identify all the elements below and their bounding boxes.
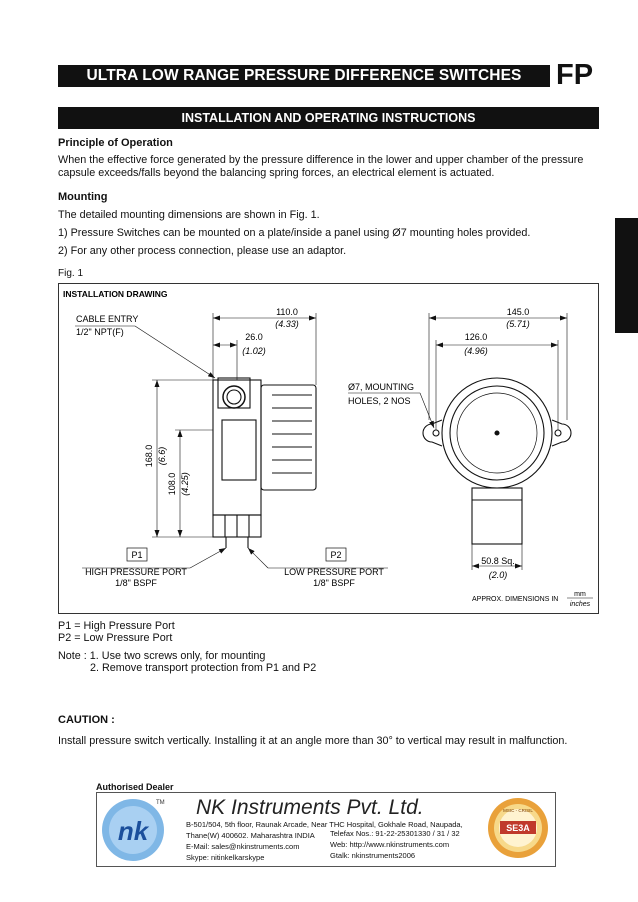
dealer-label: Authorised Dealer bbox=[96, 782, 174, 792]
dealer-skype: Skype: nitinkelkarskype bbox=[186, 853, 265, 862]
cable-entry-label: CABLE ENTRY bbox=[76, 314, 139, 324]
seal-top-text: MSIC - CRISIL bbox=[503, 808, 533, 813]
dim-108: 108.0 bbox=[167, 472, 177, 496]
low-port-size: 1/8" BSPF bbox=[313, 578, 355, 588]
dim-168: 168.0 bbox=[144, 444, 154, 468]
seal-text: SE3A bbox=[506, 823, 530, 833]
approx-dimensions: APPROX. DIMENSIONS IN bbox=[472, 596, 559, 603]
dim-26: 26.0 bbox=[245, 332, 263, 342]
front-view bbox=[423, 378, 571, 544]
dim-50: 50.8 Sq. bbox=[481, 556, 515, 566]
caution-text: Install pressure switch vertically. Installing it at an angle more than 30° to vertical may result in malfunction. bbox=[58, 735, 568, 747]
dealer-web: Web: http://www.nkinstruments.com bbox=[330, 840, 450, 849]
document-title: ULTRA LOW RANGE PRESSURE DIFFERENCE SWITCHES bbox=[58, 65, 550, 87]
unit-inches: inches bbox=[569, 601, 591, 608]
mounting-heading: Mounting bbox=[58, 191, 108, 203]
p1-label: P1 bbox=[131, 550, 143, 560]
dim-145: 145.0 bbox=[506, 307, 530, 317]
dealer-gtalk: Gtalk: nkinstruments2006 bbox=[330, 851, 416, 860]
figure-label: Fig. 1 bbox=[58, 268, 84, 279]
principle-line-2: capsule exceeds/falls beyond the balancing spring forces, an electrical element is actuated. bbox=[58, 167, 495, 179]
side-dimension-lines bbox=[75, 313, 316, 568]
low-port-label: LOW PRESSURE PORT bbox=[284, 567, 384, 577]
logo-text: nk bbox=[117, 816, 149, 846]
section-title: INSTALLATION AND OPERATING INSTRUCTIONS bbox=[58, 107, 599, 129]
dealer-address-2: Thane(W) 400602. Maharashtra INDIA bbox=[186, 831, 315, 840]
cable-entry-size: 1/2" NPT(F) bbox=[76, 327, 124, 337]
nk-logo bbox=[102, 799, 165, 861]
company-name: NK Instruments Pvt. Ltd. bbox=[196, 796, 424, 819]
se3a-seal bbox=[488, 798, 548, 858]
mounting-holes-label-1: Ø7, MOUNTING bbox=[348, 382, 415, 392]
dealer-email: E-Mail: sales@nkinstruments.com bbox=[186, 842, 300, 851]
caution-heading: CAUTION : bbox=[58, 714, 115, 726]
note-line-2: 2. Remove transport protection from P1 and P2 bbox=[90, 662, 317, 674]
dim-50-in: (2.0) bbox=[488, 570, 508, 580]
figure-title: INSTALLATION DRAWING bbox=[63, 289, 168, 299]
dim-108-in: (4.25) bbox=[180, 472, 190, 496]
dim-126: 126.0 bbox=[464, 332, 488, 342]
note-line-1: Note : 1. Use two screws only, for mounting bbox=[58, 650, 266, 662]
mounting-line-1: The detailed mounting dimensions are shown in Fig. 1. bbox=[58, 209, 320, 221]
product-code: FP bbox=[556, 59, 594, 91]
mounting-holes-label-2: HOLES, 2 NOS bbox=[348, 396, 411, 406]
legend-p2: P2 = Low Pressure Port bbox=[58, 632, 173, 644]
legend-p1: P1 = High Pressure Port bbox=[58, 620, 175, 632]
dealer-phone: Telefax Nos.: 91-22-25301330 / 31 / 32 bbox=[330, 829, 460, 838]
dim-168-in: (6.6) bbox=[157, 446, 167, 466]
principle-line-1: When the effective force generated by the pressure difference in the lower and upper chamber of the pressure bbox=[58, 154, 584, 166]
principle-heading: Principle of Operation bbox=[58, 137, 173, 149]
logo-tm: TM bbox=[156, 800, 165, 806]
dim-145-in: (5.71) bbox=[506, 319, 530, 329]
side-view bbox=[213, 378, 316, 548]
mounting-line-2: 1) Pressure Switches can be mounted on a plate/inside a panel using Ø7 mounting holes provided. bbox=[58, 227, 531, 239]
front-dimension-lines bbox=[348, 313, 567, 570]
unit-mm: mm bbox=[574, 591, 586, 598]
dim-26-in: (1.02) bbox=[242, 346, 266, 356]
dim-110-in: (4.33) bbox=[275, 319, 299, 329]
dim-126-in: (4.96) bbox=[464, 346, 488, 356]
p2-label: P2 bbox=[330, 550, 342, 560]
dim-110: 110.0 bbox=[276, 307, 298, 317]
dealer-card bbox=[96, 792, 556, 867]
dealer-address-1: B-501/504, 5th floor, Raunak Arcade, Near THC Hospital, Gokhale Road, Naupada, bbox=[186, 820, 463, 829]
high-port-label: HIGH PRESSURE PORT bbox=[85, 567, 187, 577]
mounting-line-3: 2) For any other process connection, please use an adaptor. bbox=[58, 245, 347, 257]
high-port-size: 1/8" BSPF bbox=[115, 578, 157, 588]
